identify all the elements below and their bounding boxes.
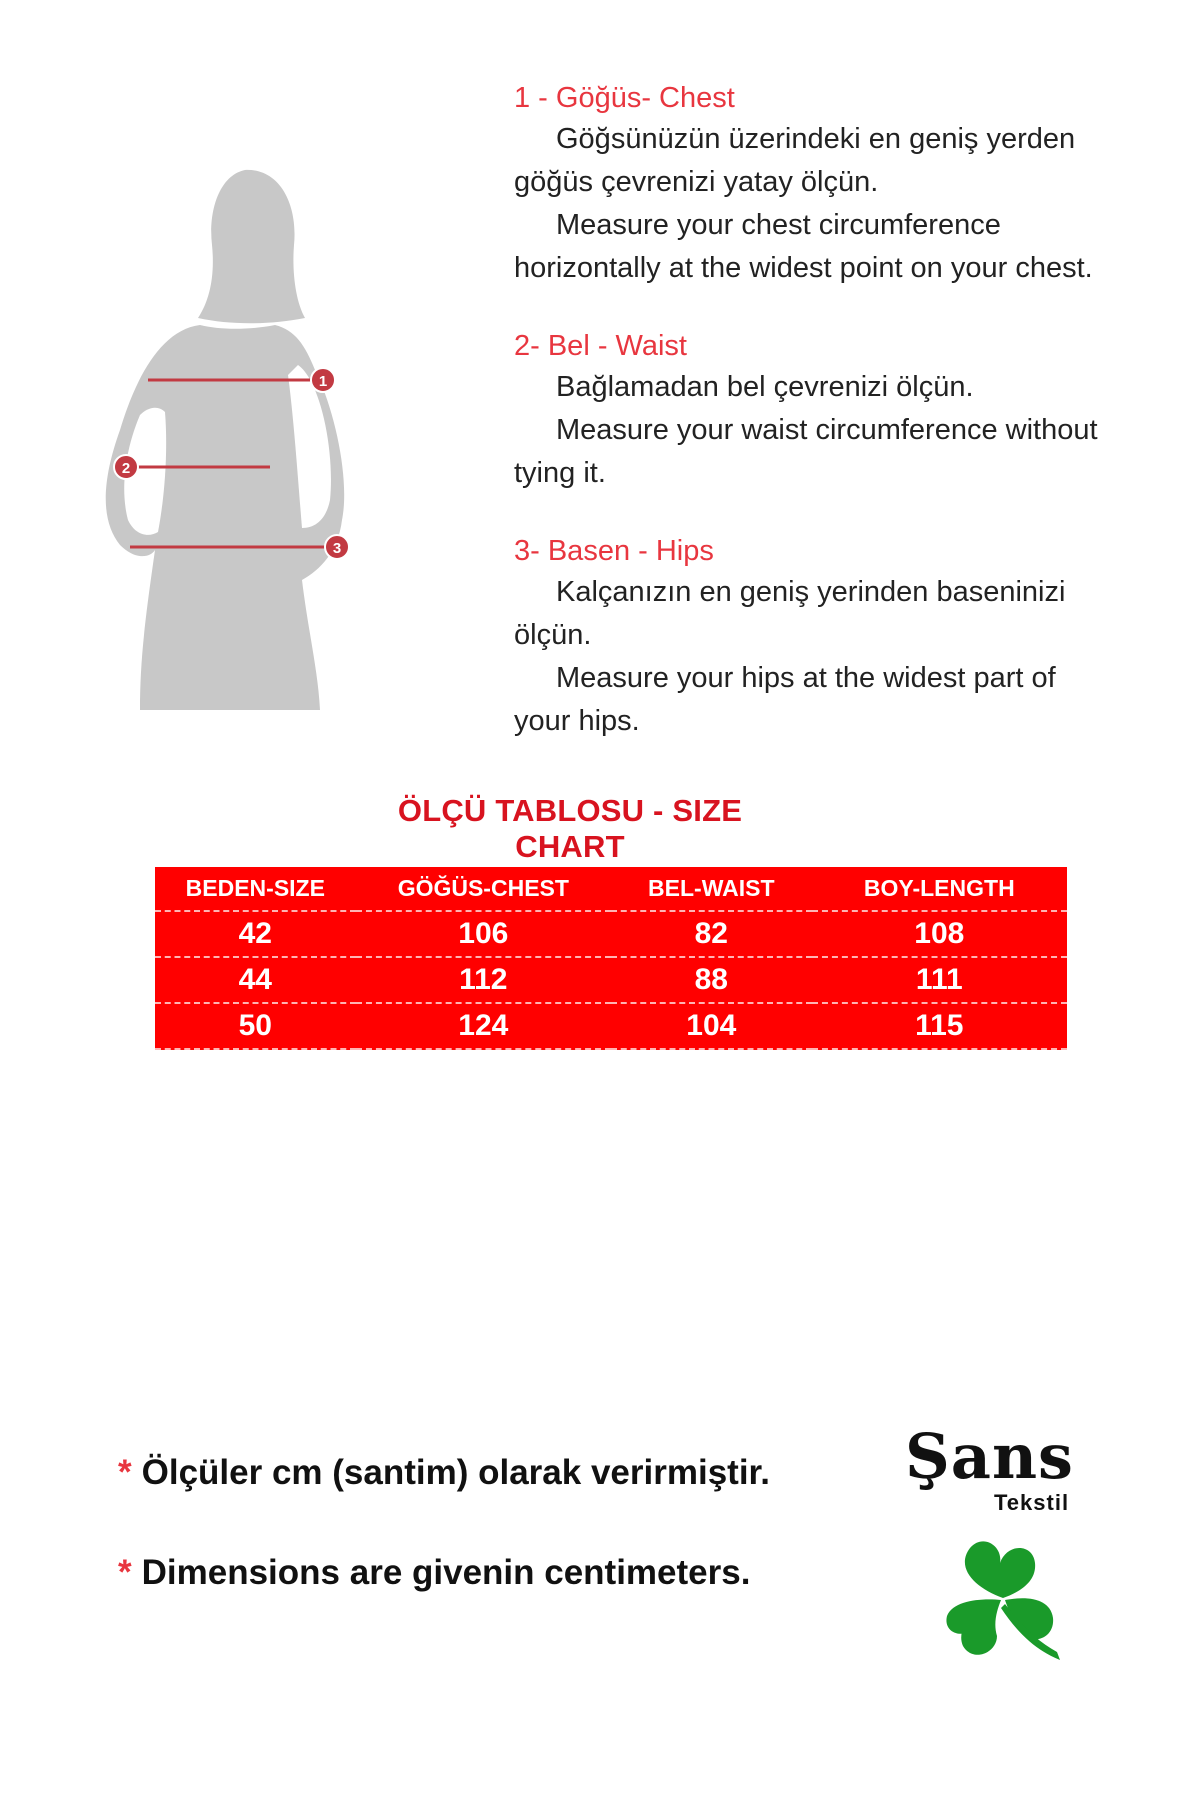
marker-3 — [325, 535, 349, 559]
note-units-en — [118, 1552, 770, 1594]
body-silhouette-figure — [80, 150, 480, 730]
chest-line: Measure your chest circumference — [556, 209, 1001, 241]
brand-logo — [900, 1420, 1100, 1640]
asterisk: * — [118, 1553, 132, 1592]
cell-waist: 82 — [611, 911, 812, 957]
section-hips — [514, 531, 1174, 743]
section-waist — [514, 326, 1174, 495]
brand-name: Şans — [905, 1420, 1074, 1493]
cell-waist: 104 — [611, 1003, 812, 1049]
waist-line: Measure your waist circumference without — [556, 414, 1098, 446]
asterisk: * — [118, 1453, 132, 1492]
note-text: Ölçüler cm (santim) olarak verirmiştir. — [141, 1453, 770, 1492]
cell-size: 50 — [155, 1003, 356, 1049]
notes — [118, 1452, 770, 1652]
marker-1-label: 1 — [318, 373, 328, 390]
table-row — [155, 1003, 1067, 1049]
size-chart-title: ÖLÇÜ TABLOSU - SIZE CHART — [397, 793, 743, 864]
hips-line: your hips. — [514, 705, 640, 737]
table-header-row — [155, 867, 1067, 911]
hips-line: Measure your hips at the widest part of — [556, 662, 1056, 694]
cell-length: 108 — [812, 911, 1067, 957]
brand-subtitle: Tekstil — [994, 1490, 1070, 1515]
waist-line: tying it. — [514, 457, 606, 489]
cell-chest: 112 — [356, 957, 611, 1003]
section-title-hips: 3- Basen - Hips — [514, 535, 714, 567]
header-waist: BEL-WAIST — [611, 867, 812, 911]
marker-2-label: 2 — [121, 460, 131, 477]
cell-size: 42 — [155, 911, 356, 957]
hips-line: Kalçanızın en geniş yerinden baseninizi — [556, 576, 1066, 608]
chest-line: Göğsünüzün üzerindeki en geniş yerden — [556, 123, 1076, 155]
chest-line: horizontally at the widest point on your chest. — [514, 252, 1093, 284]
header-size: BEDEN-SIZE — [155, 867, 356, 911]
size-chart-table — [155, 867, 1067, 1050]
cell-size: 44 — [155, 957, 356, 1003]
cell-chest: 106 — [356, 911, 611, 957]
cell-length: 111 — [812, 957, 1067, 1003]
table-row — [155, 911, 1067, 957]
cell-chest: 124 — [356, 1003, 611, 1049]
marker-3-label: 3 — [332, 540, 342, 557]
waist-line: Bağlamadan bel çevrenizi ölçün. — [556, 371, 974, 403]
section-title-waist: 2- Bel - Waist — [514, 330, 687, 362]
header-chest: GÖĞÜS-CHEST — [356, 867, 611, 911]
note-units-tr — [118, 1452, 770, 1494]
cell-length: 115 — [812, 1003, 1067, 1049]
marker-1 — [311, 368, 335, 392]
measurement-instructions — [514, 78, 1174, 779]
chest-line: göğüs çevrenizi yatay ölçün. — [514, 166, 879, 198]
cell-waist: 88 — [611, 957, 812, 1003]
table-row — [155, 957, 1067, 1003]
section-chest — [514, 78, 1174, 290]
header-length: BOY-LENGTH — [812, 867, 1067, 911]
hips-line: ölçün. — [514, 619, 592, 651]
note-text: Dimensions are givenin centimeters. — [141, 1553, 751, 1592]
section-title-chest: 1 - Göğüs- Chest — [514, 82, 735, 114]
clover-icon — [935, 1528, 1075, 1668]
marker-2 — [114, 455, 138, 479]
